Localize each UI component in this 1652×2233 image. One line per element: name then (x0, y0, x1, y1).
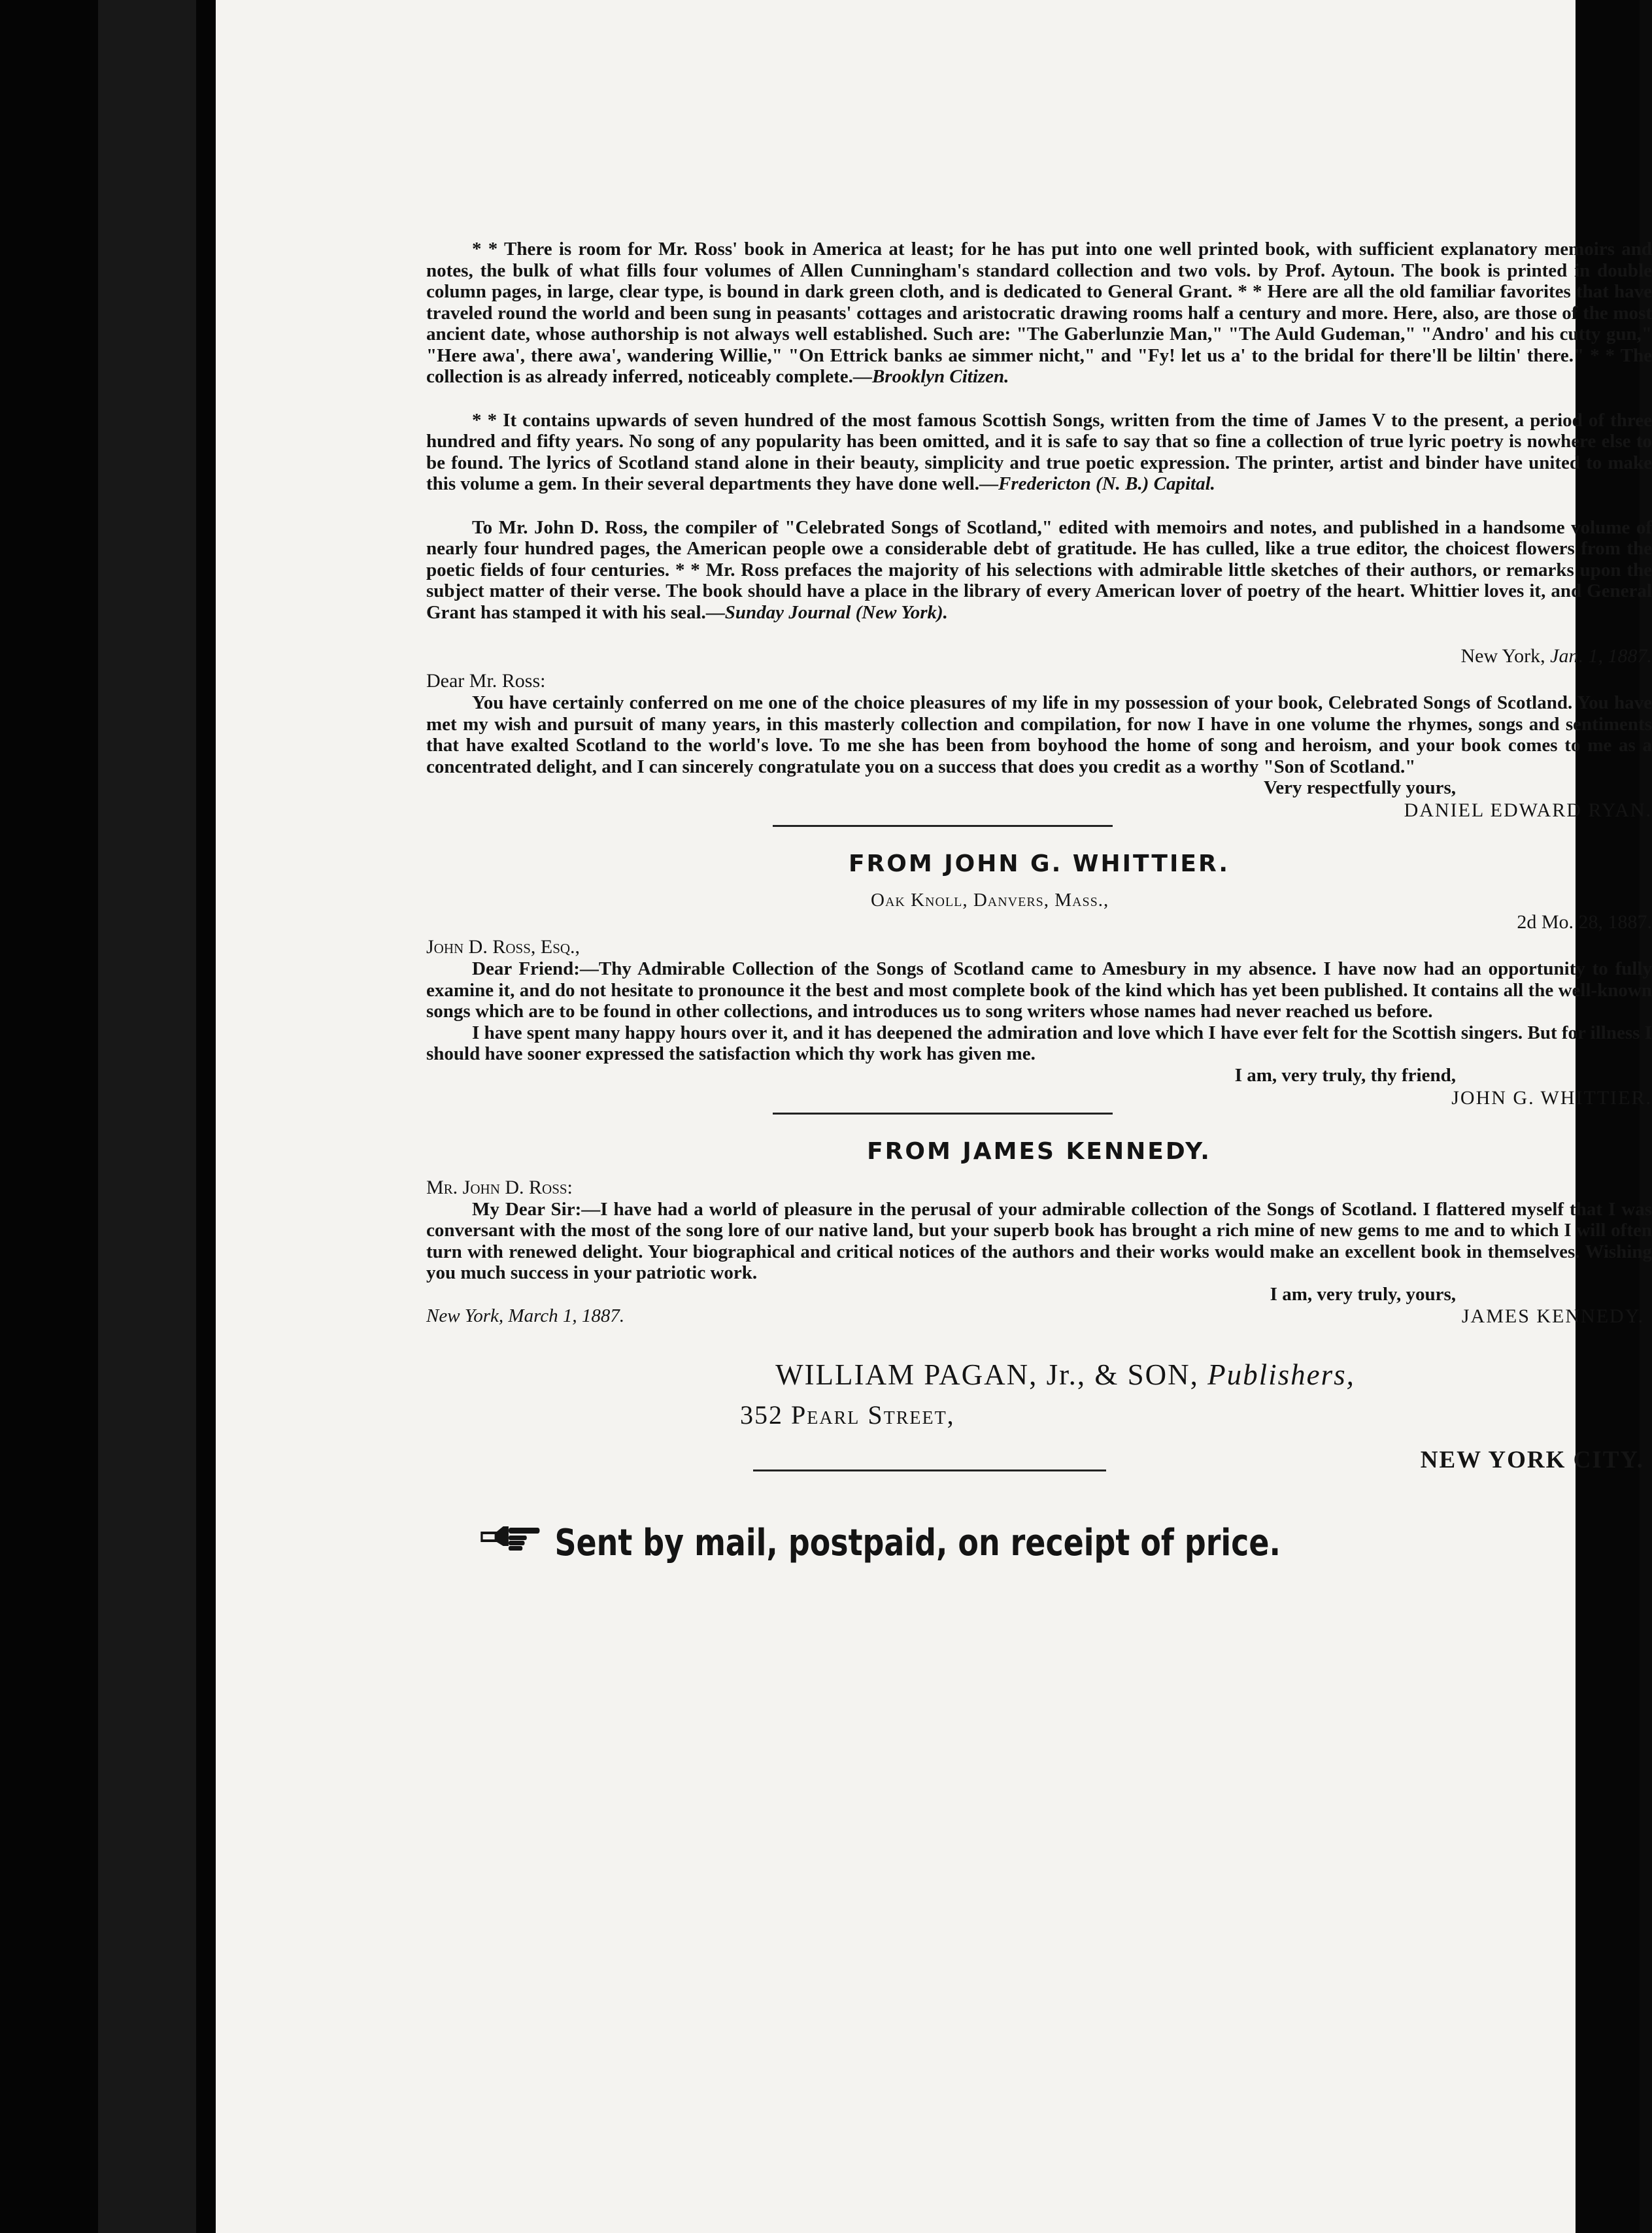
kennedy-signature: JAMES KENNEDY. (1461, 1305, 1644, 1327)
publisher-street: 352 Pearl Street, (740, 1400, 955, 1430)
review-text: * * There is room for Mr. Ross' book in America at least; for he has put into one well printed book, with sufficient explanatory memoirs and notes, the bulk of what fills four volumes of Allen Cunningham's standard collection and two vols. by Prof. Aytoun. The book is printed in double column pages, in large, clear type, is bound in dark green cloth, and is dedicated to General Grant. * * Here are all the old familiar favorites that have traveled round the world and been sung in peasants' cottages and aristocratic drawing rooms half a century and more. Here, also, are those of the most ancient date, whose authorship is not always well established. Such are: "The Gaberlunzie Man," "The Auld Gudeman," "Andro' and his cutty gun," "Here awa', there awa', wandering Willie," "On Ettrick banks ae simmer nicht," and "Fy! let us a' to the bridal for there'll be liltin' there." * * The collection is as already inferred, noticeably complete.— (426, 239, 1652, 387)
publisher-line (426, 1358, 1652, 1392)
whittier-letter (426, 889, 1652, 1115)
kennedy-letter-body: My Dear Sir:—I have had a world of pleasure in the perusal of your admirable collection of the Songs of Scotland. I flattered myself that I was conversant with the most of the song lore of our native land, but your superb book has brought a rich mine of new gems to me and to which I will often turn with renewed delight. Your biographical and critical notices of the authors and their works would make an excellent book in themselves. Wishing you much success in your patriotic work. (426, 1198, 1652, 1283)
pointing-hand-icon (479, 1522, 543, 1564)
review-source: Fredericton (N. B.) Capital. (998, 473, 1215, 494)
review-text: * * It contains upwards of seven hundred of the most famous Scottish Songs, written from the time of James V to the present, a period of three hundred and fifty years. No song of any popularity has been omitted, and it is safe to say that so fine a collection of true lyric poetry is nowhere else to be found. The lyrics of Scotland stand alone in their beauty, simplicity and true poetic expression. The printer, artist and binder have united to make this volume a gem. In their several departments they have done well.— (426, 409, 1652, 494)
review-sunday-journal (426, 517, 1652, 624)
whittier-addressee: John D. Ross, Esq., (426, 936, 581, 958)
ryan-separator-rule (773, 825, 1113, 827)
kennedy-place-date: New York, March 1, 1887. (426, 1305, 625, 1326)
whittier-heading: FROM JOHN G. WHITTIER. (848, 850, 1230, 877)
whittier-paragraph-2: I have spent many happy hours over it, and it has deepened the admiration and love which I have ever felt for the Scottish singers. But for illness I should have sooner expressed the satisfaction which thy work has given me. (426, 1022, 1652, 1064)
kennedy-closing: I am, very truly, yours, (1270, 1283, 1456, 1305)
whittier-separator-rule (773, 1113, 1113, 1115)
whittier-closing: I am, very truly, thy friend, (1234, 1064, 1456, 1086)
mail-order-text: Sent by mail, postpaid, on receipt of price. (554, 1521, 1281, 1564)
publisher-imprint (426, 1358, 1652, 1485)
whittier-place: Oak Knoll, Danvers, Mass., (871, 890, 1109, 911)
ryan-dateline (426, 645, 1652, 667)
ryan-closing: Very respectfully yours, (1264, 777, 1456, 798)
review-source: Sunday Journal (New York). (724, 601, 948, 623)
review-source: Brooklyn Citizen. (871, 366, 1009, 387)
kennedy-letter (426, 1177, 1652, 1332)
publisher-city: NEW YORK CITY. (1420, 1446, 1644, 1473)
review-brooklyn-citizen (426, 239, 1652, 388)
kennedy-addressee: Mr. John D. Ross: (426, 1176, 573, 1198)
book-page (216, 0, 1652, 2233)
ryan-salutation: Dear Mr. Ross: (426, 670, 546, 692)
publisher-city-row (426, 1446, 1652, 1485)
publisher-name: WILLIAM PAGAN, Jr., & SON, (775, 1358, 1199, 1391)
kennedy-signoff-row (426, 1305, 1652, 1332)
mail-order-note (479, 1522, 1441, 1564)
whittier-date: 2d Mo. 28, 1887. (1517, 911, 1652, 933)
page-content (426, 239, 1652, 1564)
review-fredericton-capital (426, 410, 1652, 495)
publisher-role: Publishers, (1207, 1358, 1355, 1391)
ryan-letter-body: You have certainly conferred on me one of the choice pleasures of my life in my possession of your book, Celebrated Songs of Scotland. You have met my wish and pursuit of many years, in this masterly collection and compilation, for now I have in one volume the rhymes, songs and sentiments that have exalted Scotland to the world's love. To me she has been from boyhood the home of song and heroism, and your book comes to me as a concentrated delight, and I can sincerely congratulate you on a success that does you credit as a worthy "Son of Scotland." (426, 692, 1652, 777)
whittier-paragraph-1: Dear Friend:—Thy Admirable Collection of the Songs of Scotland came to Amesbury in my absence. I have now had an opportunity to fully examine it, and do not hesitate to pronounce it the best and most complete book of the kind which has yet been published. It contains all the well-known songs which are to be found in other collections, and introduces us to song writers whose names had never reached us before. (426, 958, 1652, 1022)
ryan-signature: DANIEL EDWARD RYAN. (1404, 799, 1652, 821)
dateline-date: Jan. 1, 1887. (1550, 645, 1652, 667)
book-binding-strip (98, 0, 196, 2233)
ryan-letter (426, 645, 1652, 827)
publisher-rule (753, 1469, 1106, 1471)
kennedy-heading: FROM JAMES KENNEDY. (867, 1137, 1211, 1165)
dateline-place: New York, (1460, 645, 1551, 667)
whittier-signature: JOHN G. WHITTIER. (1451, 1086, 1652, 1109)
review-text: To Mr. John D. Ross, the compiler of "Celebrated Songs of Scotland," edited with memoirs and notes, and published in a handsome volume of nearly four hundred pages, the American people owe a considerable debt of gratitude. He has culled, like a true editor, the choicest flowers from the poetic fields of four centuries. * * Mr. Ross prefaces the majority of his selections with admirable little sketches of their authors, or remarks upon the subject matter of their verse. The book should have a place in the library of every American lover of poetry of the heart. Whittier loves it, and General Grant has stamped it with his seal.— (426, 516, 1652, 623)
